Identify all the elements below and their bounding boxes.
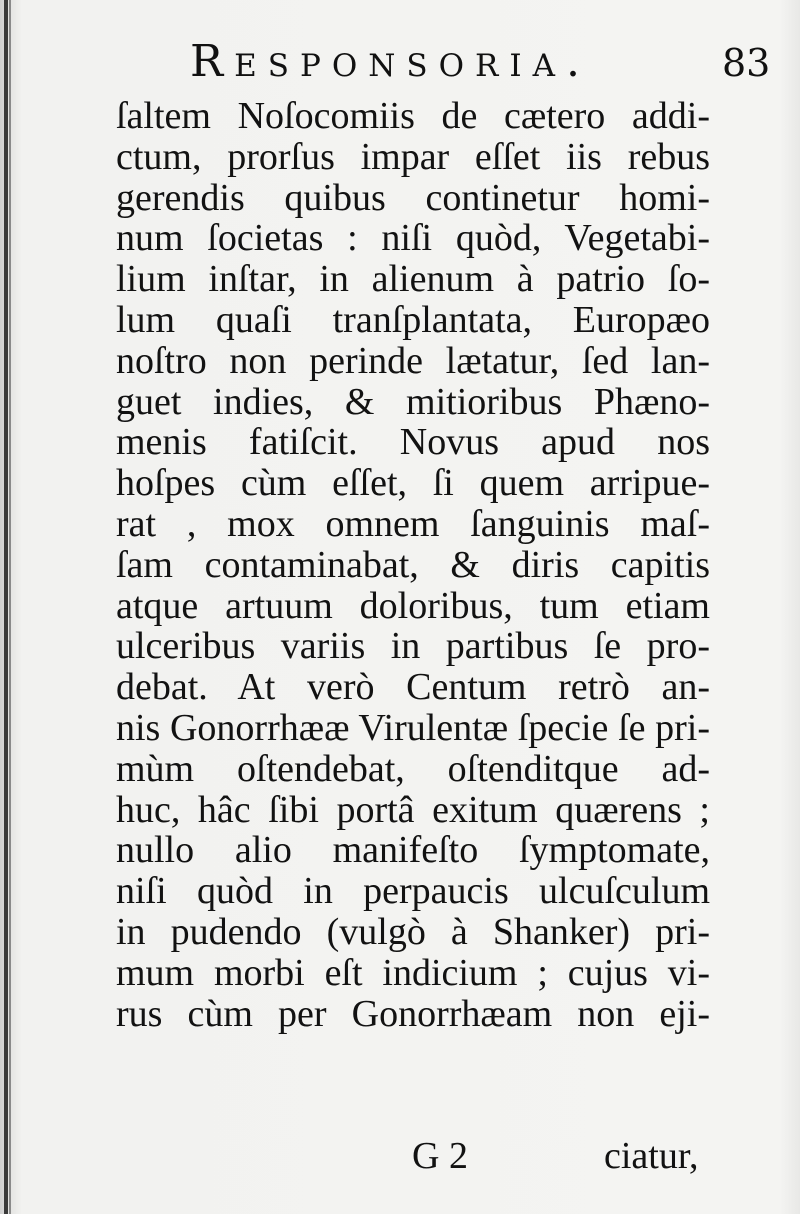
text-line: nis Gonorrhææ Virulentæ ſpecie ſe pri- [116, 706, 710, 749]
text-line: mùm oſtendebat, oſtenditque ad- [116, 747, 710, 790]
text-line: nullo alio manifeſto ſymptomate, [116, 829, 710, 872]
text-line: hoſpes cùm eſſet, ſi quem arripue- [116, 462, 710, 505]
text-line: ſam contaminabat, & diris capitis [116, 543, 710, 586]
text-line: ulceribus variis in partibus ſe pro- [116, 625, 710, 668]
signature-mark: G 2 [412, 1135, 468, 1177]
text-line: num ſocietas : niſi quòd, Vegetabi- [116, 217, 710, 260]
catchword: ciatur, [604, 1135, 699, 1177]
text-line: ſaltem Noſocomiis de cætero addi- [116, 95, 710, 137]
running-head: Responsoria. [190, 36, 592, 87]
text-line: lium inſtar, in alienum à patrio ſo- [116, 258, 710, 301]
text-line: mum morbi eſt indicium ; cujus vi- [116, 951, 710, 994]
text-line: niſi quòd in perpaucis ulcuſculum [116, 870, 710, 913]
binding-edge-highlight [9, 0, 11, 1214]
text-line: menis fatiſcit. Novus apud nos [116, 421, 710, 464]
text-line: noſtro non perinde lætatur, ſed lan- [116, 339, 710, 382]
body-text [116, 96, 710, 1034]
text-line: debat. At verò Centum retrò an- [116, 666, 710, 709]
text-line: gerendis quibus continetur homi- [116, 176, 710, 219]
text-line: lum quaſi tranſplantata, Europæo [116, 298, 710, 341]
text-line: atque artuum doloribus, tum etiam [116, 584, 710, 627]
text-line: ctum, prorſus impar eſſet iis rebus [116, 135, 710, 178]
text-line: rus cùm per Gonorrhæam non eji- [116, 992, 710, 1035]
text-line: guet indies, & mitioribus Phæno- [116, 380, 710, 423]
page-number: 83 [722, 41, 771, 85]
binding-edge [4, 0, 8, 1214]
text-line: rat , mox omnem ſanguinis maſ- [116, 502, 710, 545]
text-line: huc, hâc ſibi portâ exitum quærens ; [116, 788, 710, 831]
text-line: in pudendo (vulgò à Shanker) pri- [116, 910, 710, 953]
